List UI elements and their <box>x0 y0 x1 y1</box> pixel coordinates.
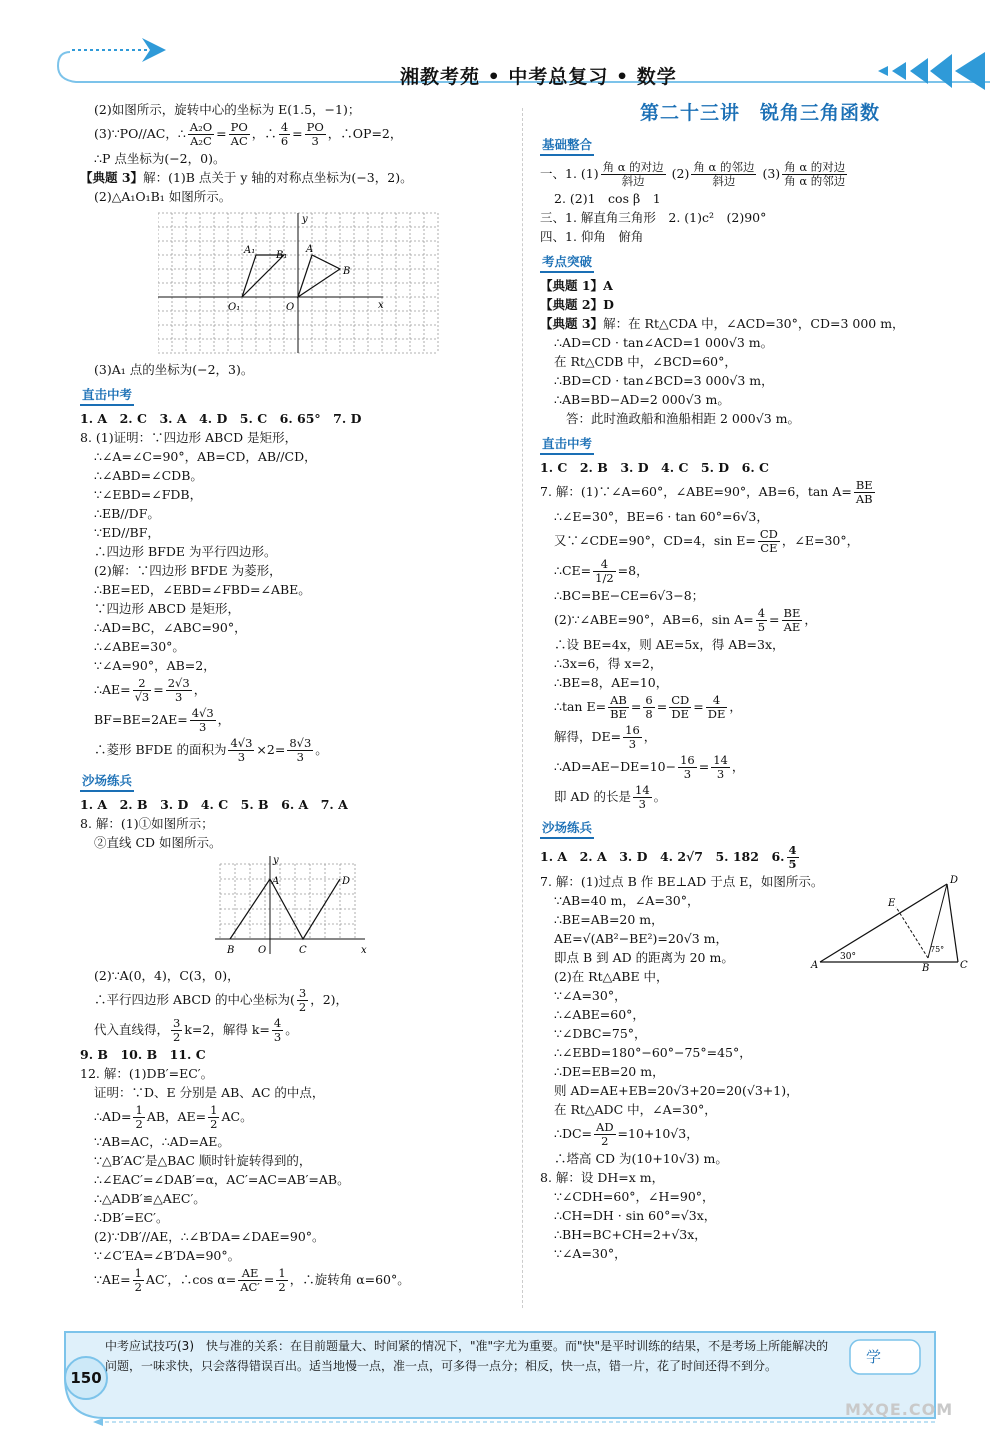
axis-label-x: x <box>378 300 384 311</box>
answer-line: 【典题 2】D <box>540 297 614 312</box>
text-line: 则 AD=AE+EB=20√3+20=20(√3+1)， <box>554 1083 799 1098</box>
arrow-left-icon <box>93 1418 103 1426</box>
text-line: ∴△ADB′≌△AEC′。 <box>94 1191 206 1206</box>
text-line: ∴AD=AE−DE=10− $\frac{16}{3}$ = $\frac{14}{3}$ ， <box>554 753 745 781</box>
angle-label: 30° <box>840 952 856 962</box>
point-label: B₁ <box>276 250 288 261</box>
problem-7-block <box>540 872 980 1168</box>
text-line: ∵△B′AC′是△BAC 顺时针旋转得到的， <box>94 1153 312 1168</box>
point-label: D <box>950 875 959 886</box>
text-line: ∵∠CDH=60°，∠H=90°， <box>554 1189 715 1204</box>
text-line: ∴∠ABD=∠CDB。 <box>94 468 203 483</box>
text-line: ∵AE= $\frac{1}{2}$ AC′，∴cos α= $\frac{AE}{AC'}$ = $\frac{1}{2}$ ，∴旋转角 α=60°。 <box>94 1266 410 1294</box>
point-label: C <box>960 960 968 971</box>
point-label: D <box>342 876 351 887</box>
text-line: ∴四边形 BFDE 为平行四边形。 <box>94 544 277 559</box>
text-line: (2)△A₁O₁B₁ 如图所示。 <box>94 189 232 204</box>
right-column <box>540 100 980 1263</box>
answer-line: 【典题 1】A <box>540 278 613 293</box>
text-line: ∴塔高 CD 为(10+10√3) m。 <box>554 1151 728 1166</box>
study-badge-icon <box>850 1340 920 1374</box>
text-line: ∴AB=BD−AD=2 000√3 m。 <box>554 392 730 407</box>
text-line: AE=√(AB²−BE²)=20√3 m， <box>554 931 728 946</box>
text-line: ∴BH=BC+CH=2+√3x， <box>554 1227 707 1242</box>
text-line: (2)∵DB′//AE，∴∠B′DA=∠DAE=90°。 <box>94 1229 325 1244</box>
chapter-title: 第二十三讲 锐角三角函数 <box>639 102 880 124</box>
text-line: ∵∠A=30°， <box>554 1246 627 1261</box>
point-label: B <box>343 266 351 277</box>
section-heading: 基础整合 <box>540 135 594 156</box>
study-badge-label: 学 <box>866 1348 882 1366</box>
column-divider <box>522 108 523 1308</box>
text-line: ∴P 点坐标为(−2，0)。 <box>94 151 226 166</box>
text-line: ∴平行四边形 ABCD 的中心坐标为( $\frac{3}{2}$ ，2)， <box>94 986 349 1014</box>
text-line: (3)∵PO//AC，∴ $\frac{\text{A₂O}}{\text{A₂C}}$ = $\frac{PO}{AC}$ ，∴ $\frac{4}{6}$ = $\frac{PO}{3}$ ，∴OP=2， <box>94 120 403 148</box>
grid-figure-2 <box>215 854 385 964</box>
point-label: A₁ <box>244 245 256 256</box>
text-line: (2)∵∠ABE=90°，AB=6，sin A= $\frac{4}{5}$ = $\frac{BE}{AE}$ ， <box>554 606 817 634</box>
text-line: 答：此时渔政船和渔船相距 2 000√3 m。 <box>566 411 801 426</box>
text-line: ∴AD=CD · tan∠ACD=1 000√3 m。 <box>554 335 774 350</box>
answer-line: 1. A 2. B 3. D 4. C 5. B 6. A 7. A <box>80 797 348 812</box>
text-line: ∴CE= $\frac{4}{1/2}$ =8， <box>554 557 649 585</box>
left-column <box>80 100 500 1295</box>
text-line: ∴BC=BE−CE=6√3−8； <box>554 588 705 603</box>
text-line: (2)解：∵四边形 BFDE 为菱形， <box>94 563 282 578</box>
text-line: ∴∠EBD=180°−60°−75°=45°， <box>554 1045 752 1060</box>
text-line: BF=BE=2AE= $\frac{4√3}{3}$ ， <box>94 706 231 734</box>
angle-label: 75° <box>930 945 945 954</box>
text-line: ∵∠DBC=75°， <box>554 1026 647 1041</box>
answer-line: 1. A 2. C 3. A 4. D 5. C 6. 65° 7. D <box>80 411 362 426</box>
text-line: ∴菱形 BFDE 的面积为 $\frac{4√3}{3}$ ×2= $\frac{8√3}{3}$ 。 <box>94 736 328 764</box>
point-label: A <box>272 876 280 887</box>
text-line: ∴∠E=30°，BE=6 · tan 60°=6√3， <box>554 509 769 524</box>
text-line: ∴EB//DF。 <box>94 506 160 521</box>
text-line: (2)在 Rt△ABE 中， <box>554 969 669 984</box>
text-line: ∴DE=EB=20 m， <box>554 1064 665 1079</box>
text-line: 【典题 3】解：(1)B 点关于 y 轴的对称点坐标为(−3，2)。 <box>80 170 413 185</box>
text-line: ∴tan E= $\frac{AB}{BE}$ = $\frac{6}{8}$ = $\frac{CD}{DE}$ = $\frac{4}{DE}$ ， <box>554 693 742 721</box>
text-line: ∴∠ABE=60°， <box>554 1007 645 1022</box>
text-line: ∴CH=DH · sin 60°=√3x， <box>554 1208 717 1223</box>
answer-line: 9. B 10. B 11. C <box>80 1047 206 1062</box>
text-line: 三、1. 解直角三角形 2. (1)c² (2)90° <box>540 210 767 225</box>
text-line: 即 AD 的长是 $\frac{14}{3}$ 。 <box>554 783 667 811</box>
text-line: ∵AB=40 m，∠A=30°， <box>554 893 700 908</box>
text-line: ∴BE=8，AE=10， <box>554 675 669 690</box>
text-line: 又∵∠CDE=90°，CD=4，sin E= $\frac{CD}{CE}$ ，∠E=30°， <box>554 527 860 555</box>
text-line: 7. 解：(1)∵∠A=60°，∠ABE=90°，AB=6，tan A= $\frac{BE}{AB}$ <box>540 478 873 506</box>
text-line: 7. 解：(1)过点 B 作 BE⊥AD 于点 E，如图所示。 <box>540 874 824 889</box>
text-line: 12. 解：(1)DB′=EC′。 <box>80 1066 214 1081</box>
exam-tip: 中考应试技巧(3) 快与准的关系：在目前题量大、时间紧的情况下，"准"字尤为重要。而"快"是平时训练的结果，不是考场上所能解决的问题，一味求快，只会落得错误百出。适当地慢一点，准一点，可多得一点分；相反，快一点，错一片，花了时间还得不到分。 <box>105 1339 829 1373</box>
text-line: ∵∠C′EA=∠B′DA=90°。 <box>94 1248 241 1263</box>
text-line: 解得，DE= $\frac{16}{3}$ ， <box>554 723 657 751</box>
text-line: 代入直线得， $\frac{3}{2}$ k=2，解得 k= $\frac{4}{3}$ 。 <box>94 1016 298 1044</box>
section-heading: 沙场练兵 <box>80 771 134 792</box>
point-label: B <box>922 963 930 972</box>
point-label: A <box>306 244 314 255</box>
point-label: O <box>258 945 267 956</box>
text-line: ∴DB′=EC′。 <box>94 1210 169 1225</box>
point-label: O₁ <box>228 302 241 313</box>
axis-label-y: y <box>302 214 308 225</box>
header-title: 湘教考苑 • 中考总复习 • 数学 <box>400 66 677 88</box>
triangle-figure <box>810 872 970 972</box>
arrows-left-icon <box>878 52 985 90</box>
point-label: B <box>227 945 235 956</box>
text-line: ∵∠EBD=∠FDB， <box>94 487 203 502</box>
page-header <box>0 0 1000 100</box>
text-line: ∵∠A=30°， <box>554 988 627 1003</box>
answer-line: 1. C 2. B 3. D 4. C 5. D 6. C <box>540 460 769 475</box>
text-line: ∴AD=BC，∠ABC=90°， <box>94 620 247 635</box>
section-heading: 考点突破 <box>540 252 594 273</box>
text-line: ∴AE= $\frac{2}{√3}$ = $\frac{2√3}{3}$ ， <box>94 676 207 704</box>
text-line: ∵四边形 ABCD 是矩形， <box>94 601 240 616</box>
point-label: C <box>299 945 307 956</box>
text-line: 证明：∵D、E 分别是 AB、AC 的中点， <box>94 1085 325 1100</box>
text-line: 8. 解：(1)①如图所示； <box>80 816 214 831</box>
text-line: ∴设 BE=4x，则 AE=5x，得 AB=3x， <box>554 637 785 652</box>
answer-line: 1. A 2. A 3. D 4. 2√7 5. 182 6. $\frac{4}{5}$ <box>540 843 797 871</box>
axis-label-y: y <box>273 855 279 866</box>
text-line: 即点 B 到 AD 的距离为 20 m。 <box>554 950 734 965</box>
text-line: (2)∵A(0，4)，C(3，0)， <box>94 968 240 983</box>
text-line: 在 Rt△ADC 中，∠A=30°， <box>554 1102 717 1117</box>
section-heading: 直击中考 <box>540 434 594 455</box>
watermark: MXQE.COM <box>845 1400 954 1419</box>
section-heading: 沙场练兵 <box>540 818 594 839</box>
section-heading: 直击中考 <box>80 385 134 406</box>
point-label: O <box>286 302 295 313</box>
page-number: 150 <box>64 1356 108 1400</box>
text-line: ∴DC= $\frac{AD}{2}$ =10+10√3， <box>554 1120 699 1148</box>
text-line: ∴∠A=∠C=90°，AB=CD，AB//CD， <box>94 449 317 464</box>
text-line: ∴BE=ED，∠EBD=∠FBD=∠ABE。 <box>94 582 311 597</box>
text-line: 一、1. (1) $\frac{\text{角 α 的对边}}{\text{斜边}}$ (2) $\frac{\text{角 α 的邻边}}{\text{斜边}}$ (3) $\frac{\text{角 α 的对边}}{\text{角 α 的邻边}}$ <box>540 160 846 188</box>
text-line: (2)如图所示，旋转中心的坐标为 E(1.5，−1)； <box>94 102 361 117</box>
axis-label-x: x <box>361 945 367 956</box>
text-line: ∵∠A=90°，AB=2， <box>94 658 216 673</box>
text-line: ∴∠EAC′=∠DAB′=α，AC′=AC=AB′=AB。 <box>94 1172 350 1187</box>
text-line: 在 Rt△CDB 中，∠BCD=60°， <box>554 354 737 369</box>
text-line: 【典题 3】解：在 Rt△CDA 中，∠ACD=30°，CD=3 000 m， <box>540 316 905 331</box>
text-line: ∵ED//BF， <box>94 525 160 540</box>
grid-figure-1 <box>158 208 458 358</box>
text-line: ∴BE=AB=20 m， <box>554 912 664 927</box>
text-line: ②直线 CD 如图所示。 <box>94 835 222 850</box>
text-line: 8. 解：设 DH=x m， <box>540 1170 665 1185</box>
text-line: ∵AB=AC，∴AD=AE。 <box>94 1134 230 1149</box>
point-label: E <box>888 898 896 909</box>
text-line: ∴3x=6，得 x=2， <box>554 656 663 671</box>
text-line: 2. (2)1 cos β 1 <box>554 191 661 206</box>
text-line: ∴AD= $\frac{1}{2}$ AB，AE= $\frac{1}{2}$ AC。 <box>94 1103 253 1131</box>
text-line: ∴∠ABE=30°。 <box>94 639 185 654</box>
text-line: (3)A₁ 点的坐标为(−2，3)。 <box>94 362 254 377</box>
text-line: 8. (1)证明：∵四边形 ABCD 是矩形， <box>80 430 298 445</box>
text-line: 四、1. 仰角 俯角 <box>540 229 644 244</box>
point-label: A <box>811 960 819 971</box>
text-line: ∴BD=CD · tan∠BCD=3 000√3 m， <box>554 373 774 388</box>
